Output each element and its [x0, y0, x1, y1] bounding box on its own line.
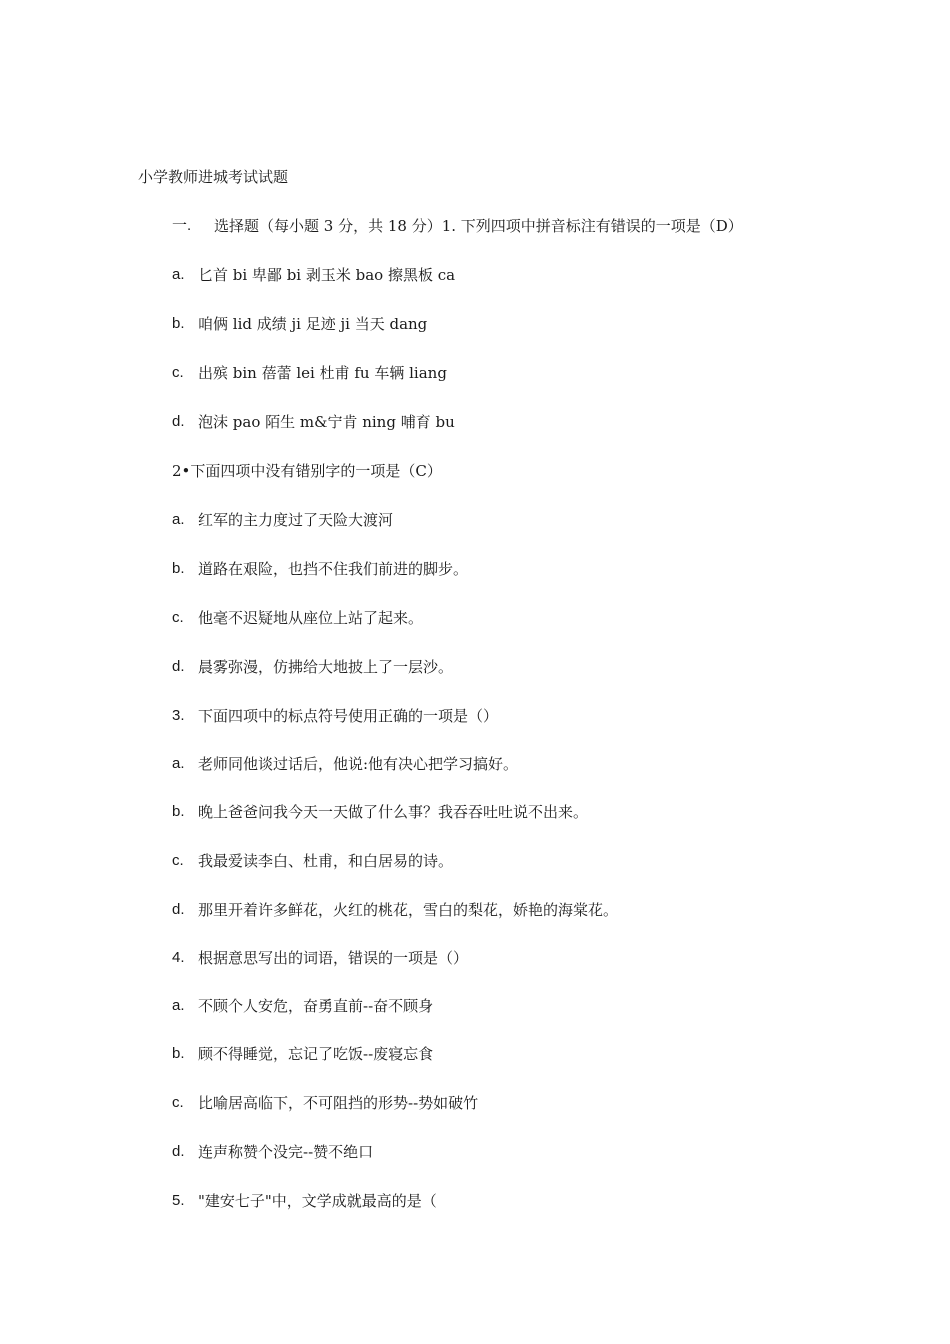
q2-stem: 2•下面四项中没有错别字的一项是（C） — [172, 462, 442, 480]
option-text: 晚上爸爸问我今天一天做了什么事？我吞吞吐吐说不出来。 — [198, 803, 589, 821]
option-marker: d. — [172, 413, 185, 430]
option-text: 比喻居高临下，不可阻挡的形势--势如破竹 — [198, 1094, 479, 1112]
question-number: 3. — [172, 707, 185, 724]
option-marker: a. — [172, 755, 185, 772]
option-text: 道路在艰险，也挡不住我们前进的脚步。 — [198, 560, 469, 578]
question-text: 下面四项中的标点符号使用正确的一项是（） — [198, 707, 499, 725]
option-marker: c. — [172, 609, 184, 626]
question-number: 4. — [172, 949, 185, 966]
option-marker: c. — [172, 364, 184, 381]
option-marker: c. — [172, 1094, 184, 1111]
option-text: 红军的主力度过了天险大渡河 — [198, 511, 394, 529]
question-number: 5. — [172, 1192, 185, 1209]
option-text: 咱俩 lid 成绩 ji 足迹 ji 当天 dang — [198, 315, 428, 333]
option-text: 匕首 bi 卑鄙 bi 剥玉米 bao 擦黑板 ca — [198, 266, 456, 284]
option-marker: b. — [172, 560, 185, 577]
option-marker: d. — [172, 1143, 185, 1160]
option-marker: b. — [172, 1045, 185, 1062]
option-marker: a. — [172, 997, 185, 1014]
option-marker: d. — [172, 901, 185, 918]
option-text: 那里开着许多鲜花，火红的桃花，雪白的梨花，娇艳的海棠花。 — [198, 901, 619, 919]
question-text: "建安七子"中，文学成就最高的是（ — [198, 1192, 437, 1210]
option-marker: a. — [172, 266, 185, 283]
option-text: 他毫不迟疑地从座位上站了起来。 — [198, 609, 424, 627]
option-text: 老师同他谈过话后，他说:他有决心把学习搞好。 — [198, 755, 519, 773]
option-marker: b. — [172, 315, 185, 332]
option-text: 出殡 bin 蓓蕾 lei 杜甫 fu 车辆 liang — [198, 364, 447, 382]
document-title: 小学教师进城考试试题 — [138, 168, 289, 186]
option-text: 连声称赞个没完--赞不绝口 — [198, 1143, 374, 1161]
option-marker: d. — [172, 658, 185, 675]
option-text: 不顾个人安危，奋勇直前--奋不顾身 — [198, 997, 434, 1015]
option-marker: a. — [172, 511, 185, 528]
question-text: 根据意思写出的词语，错误的一项是（） — [198, 949, 469, 967]
option-text: 我最爱读李白、杜甫，和白居易的诗。 — [198, 852, 454, 870]
option-text: 顾不得睡觉，忘记了吃饭--废寝忘食 — [198, 1045, 434, 1063]
option-marker: b. — [172, 803, 185, 820]
option-text: 泡沫 pao 陌生 m&宁肯 ning 哺育 bu — [198, 413, 455, 431]
option-text: 晨雾弥漫，仿拂给大地披上了一层沙。 — [198, 658, 454, 676]
option-marker: c. — [172, 852, 184, 869]
section-text: 选择题（每小题 3 分，共 18 分）1. 下列四项中拼音标注有错误的一项是（D） — [214, 217, 743, 235]
section-marker: 一. — [172, 217, 192, 234]
